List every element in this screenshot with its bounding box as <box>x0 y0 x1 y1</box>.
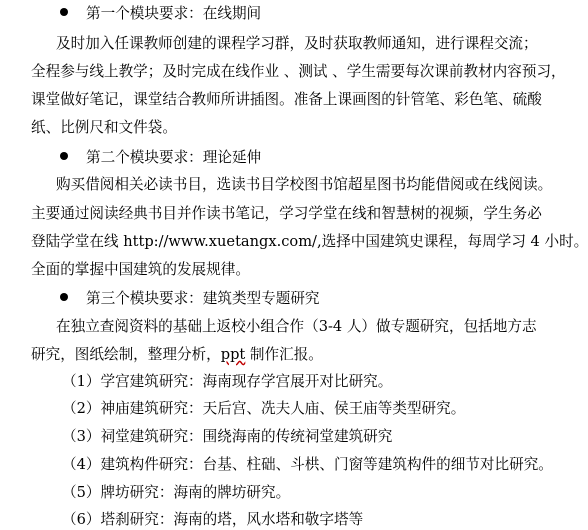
section1-heading: 第一个模块要求：在线期间 <box>86 5 262 22</box>
section1-line3: 课堂做好笔记，课堂结合教师所讲插图。准备上课画图的针管笔、彩色笔、硫酸 <box>31 91 542 108</box>
ppt-word: ppt <box>220 346 246 363</box>
section2-heading: 第二个模块要求：理论延伸 <box>86 149 262 166</box>
list-item: （5）牌坊研究：海南的牌坊研究。 <box>62 484 291 501</box>
section2-line1: 购买借阅相关必读书目，选读书目学校图书馆超星图书均能借阅或在线阅读。 <box>56 176 553 193</box>
bullet-icon <box>60 152 68 160</box>
section3-line2-prefix: 研究，图纸绘制，整理分析， <box>31 346 221 363</box>
section2-line4: 全面的掌握中国建筑的发展规律。 <box>31 261 250 278</box>
section1-heading-row <box>60 4 261 24</box>
xuetangx-link[interactable]: http://www.xuetangx.com/ <box>123 233 317 250</box>
section2-line3-prefix: 登陆学堂在线 <box>31 233 124 250</box>
section3-line2-suffix: 制作汇报。 <box>245 346 323 363</box>
list-item: （2）神庙建筑研究：天后宫、冼夫人庙、侯王庙等类型研究。 <box>62 400 466 417</box>
section1-line4: 纸、比例尺和文件袋。 <box>31 119 177 136</box>
section3-line2-row <box>31 345 323 365</box>
section3-heading-row <box>60 289 320 309</box>
section1-line2: 全程参与线上教学；及时完成在线作业 、测试 、学生需要每次课前教材内容预习， <box>31 63 566 80</box>
section2-line3-row <box>31 232 588 252</box>
list-item: （4）建筑构件研究：台基、柱础、斗栱、门窗等建筑构件的细节对比研究。 <box>62 456 553 473</box>
bullet-icon <box>60 293 68 301</box>
section2-line3-suffix: ,选择中国建筑史课程，每周学习 4 小时。 <box>316 233 588 250</box>
section3-heading: 第三个模块要求：建筑类型专题研究 <box>86 290 320 307</box>
section2-heading-row <box>60 148 261 168</box>
section1-line1: 及时加入任课教师创建的课程学习群，及时获取教师通知，进行课程交流； <box>56 35 538 52</box>
list-item: （1）学宫建筑研究：海南现存学宫展开对比研究。 <box>62 373 393 390</box>
list-item: （6）塔刹研究：海南的塔，风水塔和敬字塔等 <box>62 511 364 528</box>
list-item: （3）祠堂建筑研究：围绕海南的传统祠堂建筑研究 <box>62 428 393 445</box>
bullet-icon <box>60 8 68 16</box>
section2-line2: 主要通过阅读经典书目并作读书笔记，学习学堂在线和智慧树的视频，学生务必 <box>31 205 542 222</box>
section3-line1: 在独立查阅资料的基础上返校小组合作（3-4 人）做专题研究，包括地方志 <box>56 318 537 335</box>
